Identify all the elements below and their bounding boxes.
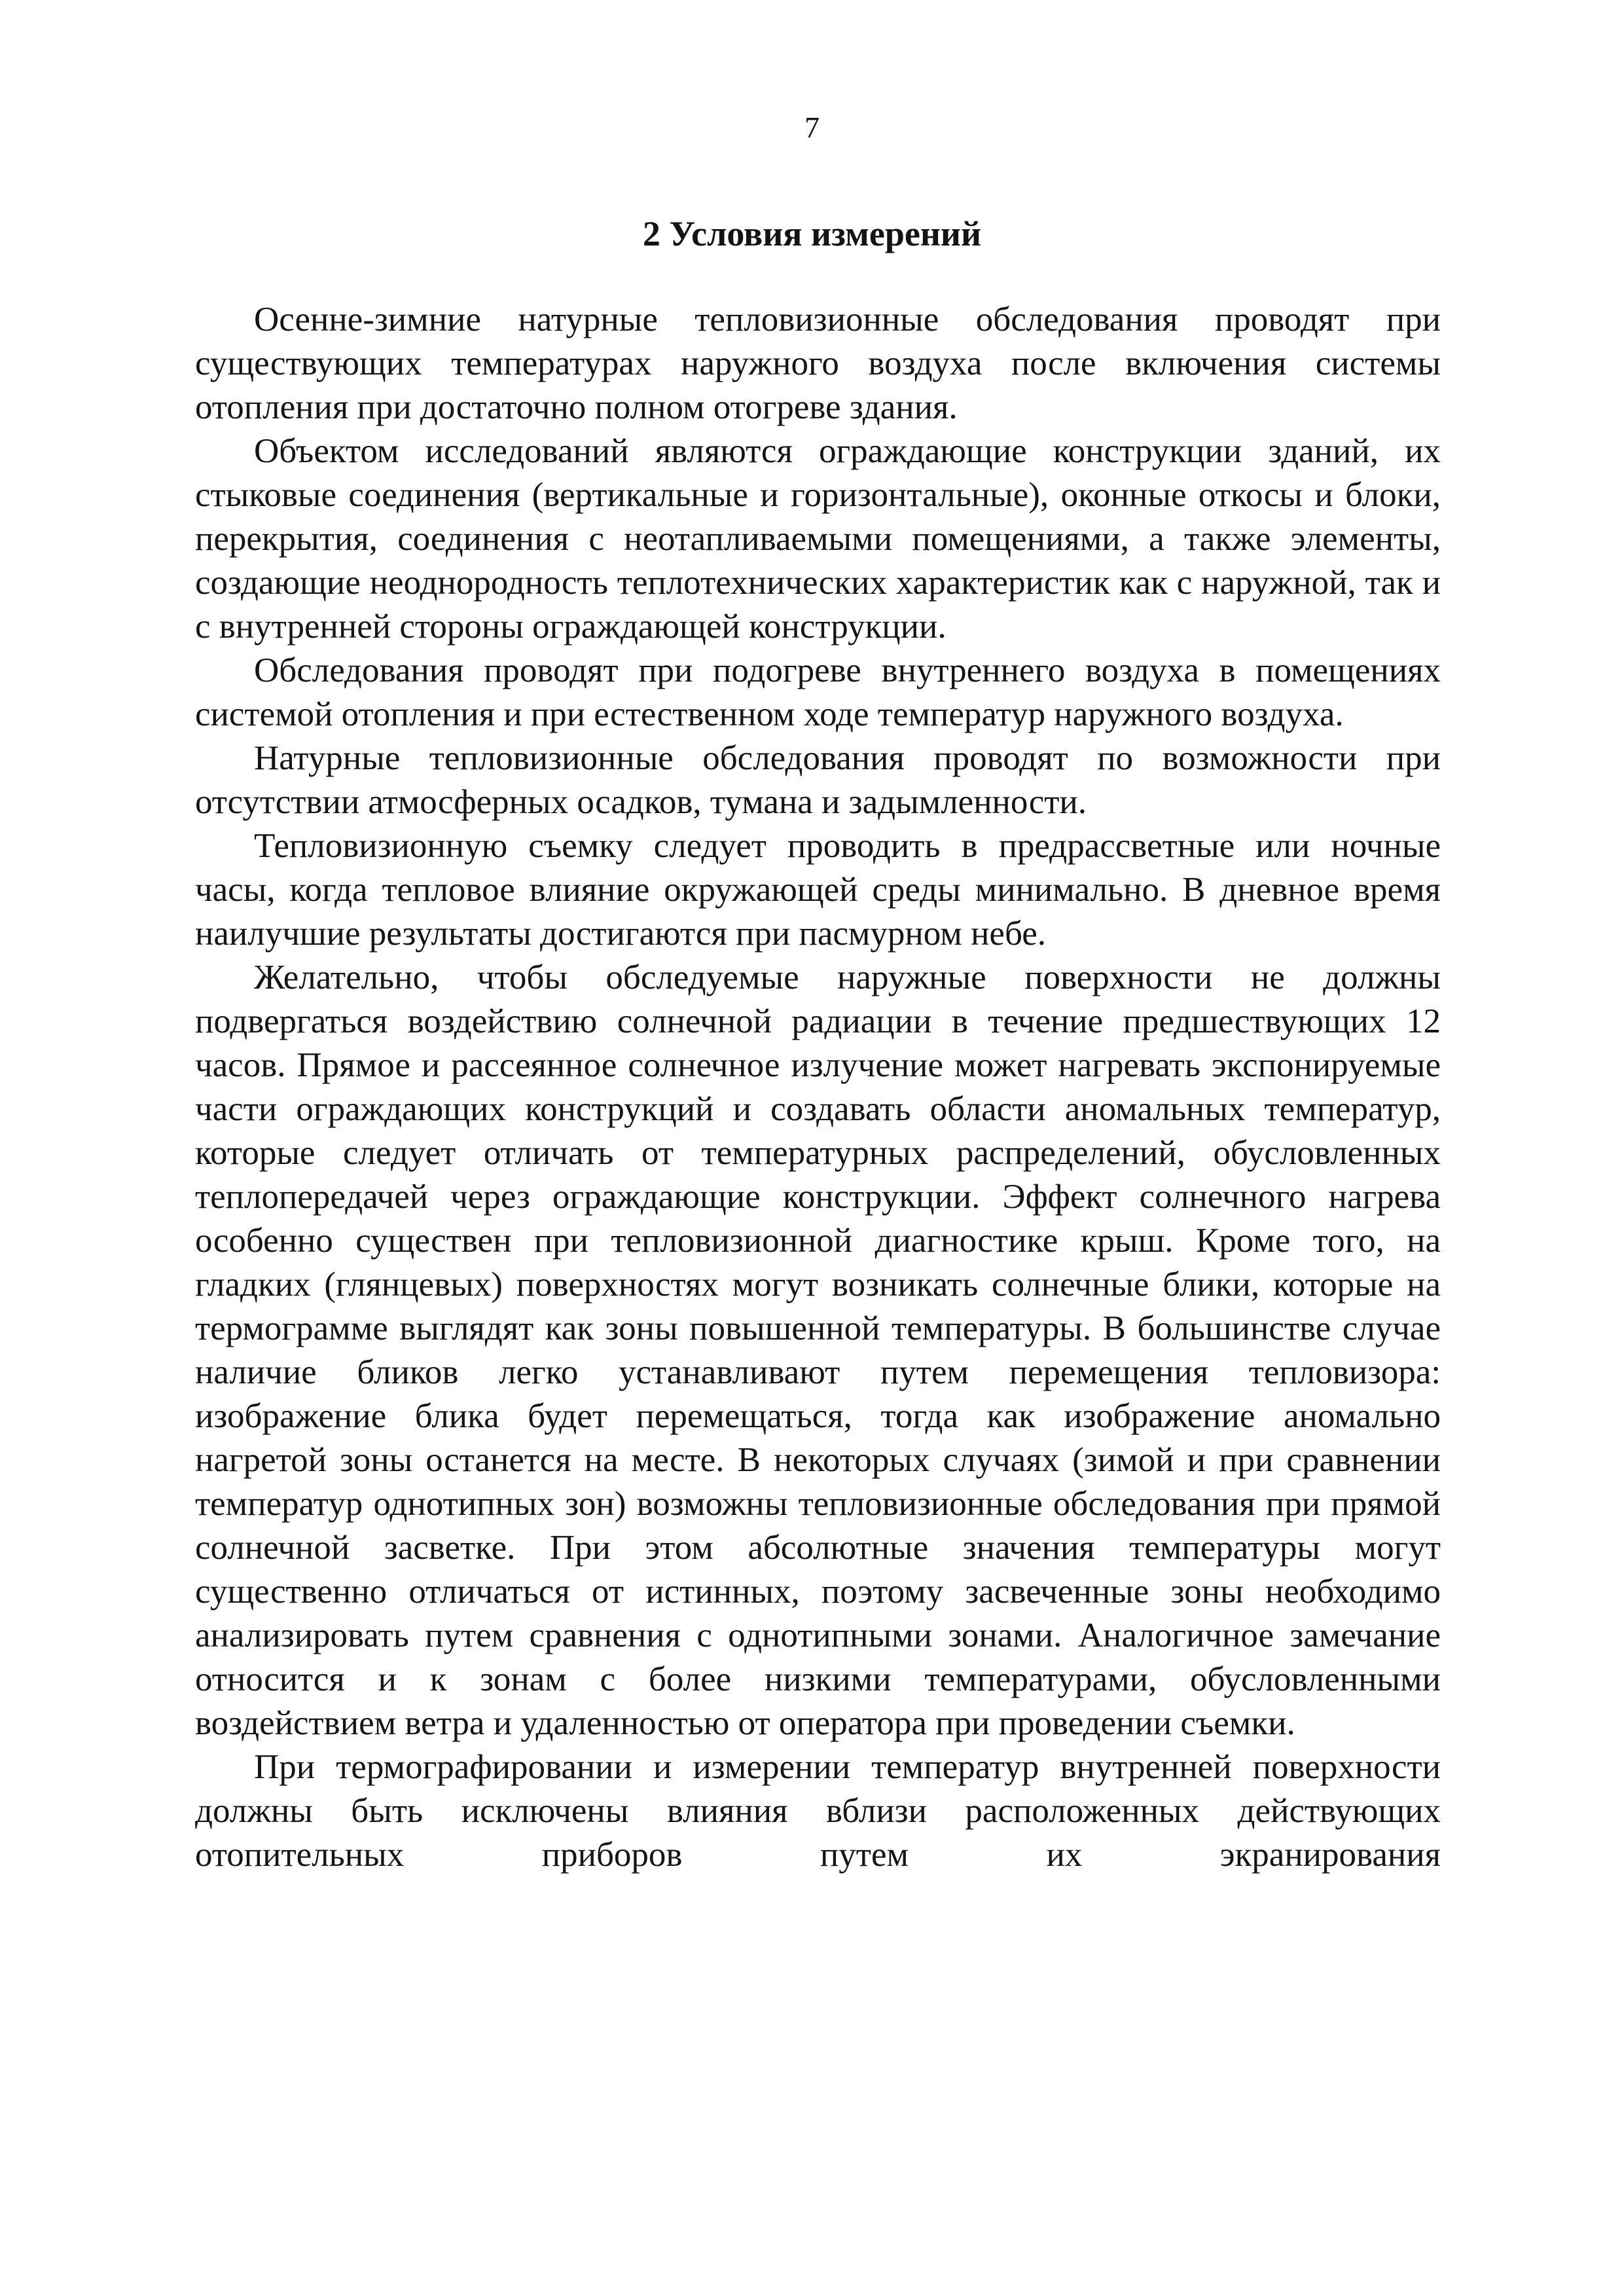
section-heading: 2 Условия измерений (642, 214, 982, 253)
document-body (195, 298, 1441, 1877)
paragraph-6: Желательно, чтобы обследуемые наружные поверхности не должны подвергаться воздействию солнечной радиации в течение предшествующих 12 часов. Прямое и рассеянное солнечное излучение может нагревать экспонируемые части ограждающих конструкций и создавать области аномальных температур, которые следует отличать от температурных распределений, обусловленных теплопередачей через ограждающие конструкции. Эффект солнечного нагрева особенно существен при тепловизионной диагностике крыш. Кроме того, на гладких (глянцевых) поверхностях могут возникать солнечные блики, которые на термограмме выглядят как зоны повышенной температуры. В большинстве случае наличие бликов легко устанавливают путем перемещения тепловизора: изображение блика будет перемещаться, тогда как изображение аномально нагретой зоны останется на месте. В некоторых случаях (зимой и при сравнении температур однотипных зон) возможны тепловизионные обследования при прямой солнечной засветке. При этом абсолютные значения температуры могут существенно отличаться от истинных, поэтому засвеченные зоны необходимо анализировать путем сравнения с однотипными зонами. Аналогичное замечание относится и к зонам с более низкими температурами, обусловленными воздействием ветра и удаленностью от оператора при проведении съемки. (195, 958, 1441, 1742)
paragraph-5: Тепловизионную съемку следует проводить в предрассветные или ночные часы, когда тепловое влияние окружающей среды минимально. В дневное время наилучшие результаты достигаются при пасмурном небе. (195, 827, 1441, 953)
page-number: 7 (804, 111, 820, 144)
paragraph-3: Обследования проводят при подогреве внутреннего воздуха в помещениях системой отопления и при естественном ходе температур наружного воздуха. (195, 651, 1441, 733)
paragraph-1: Осенне-зимние натурные тепловизионные обследования проводят при существующих температурах наружного воздуха после включения системы отопления при достаточно полном отогреве здания. (195, 301, 1441, 426)
paragraph-4: Натурные тепловизионные обследования проводят по возможности при отсутствии атмосферных осадков, тумана и задымленности. (195, 739, 1441, 821)
paragraph-7: При термографировании и измерении температур внутренней поверхности должны быть исключены влияния вблизи расположенных действующих отопительных приборов путем их экранирования (195, 1748, 1441, 1874)
paragraph-2: Объектом исследований являются ограждающие конструкции зданий, их стыковые соединения (вертикальные и горизонтальные), оконные откосы и блоки, перекрытия, соединения с неотапливаемыми помещениями, а также элементы, создающие неоднородность теплотехнических характеристик как с наружной, так и с внутренней стороны ограждающей конструкции. (195, 432, 1441, 646)
